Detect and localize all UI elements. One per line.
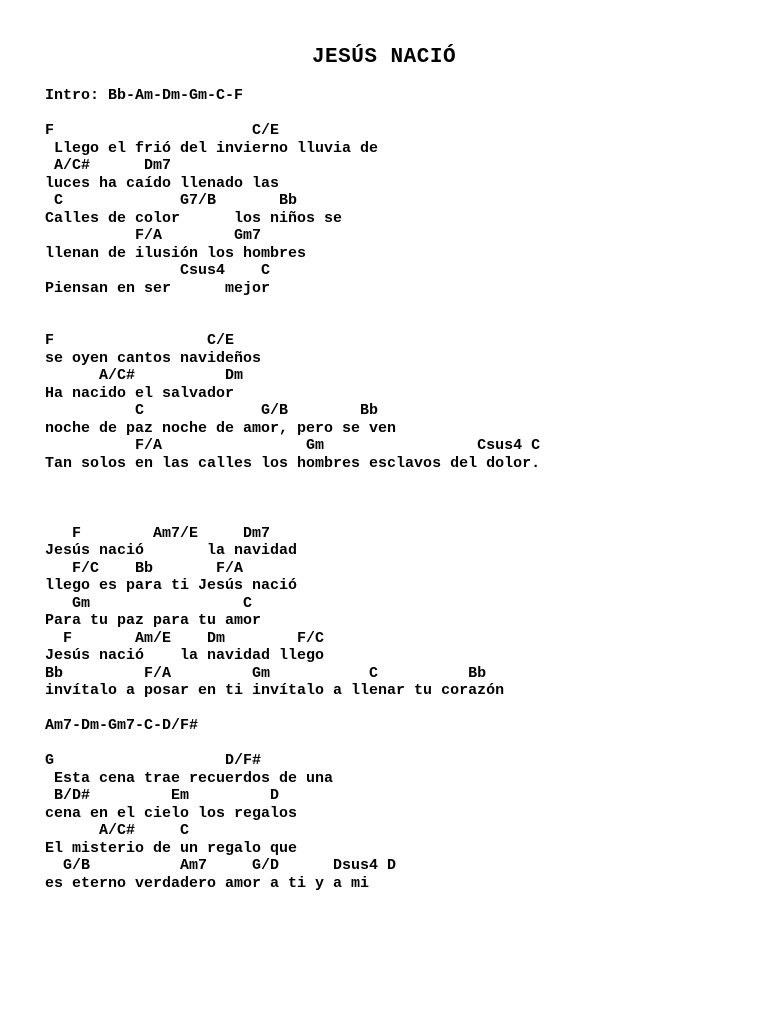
song-line: invítalo a posar en ti invítalo a llenar tu corazón <box>45 682 505 699</box>
song-line: F/A Gm Csus4 C <box>45 437 541 454</box>
blank-line <box>45 472 745 490</box>
song-line: Gm C <box>45 594 253 612</box>
song-line: F C/E <box>45 332 235 349</box>
song-line: Am7-Dm-Gm7-C-D/F# <box>45 717 199 734</box>
song-line: Ha nacido el salvador <box>45 384 235 402</box>
song-line: Esta cena trae recuerdos de una <box>45 769 334 787</box>
blank-line <box>45 700 745 718</box>
song-line: llego es para ti Jesús nació <box>45 577 298 594</box>
blank-line <box>45 105 745 123</box>
song-line: A/C# Dm <box>45 367 244 384</box>
song-line: Tan solos en las calles los hombres esclavos del dolor. <box>45 454 541 472</box>
song-line: Jesús nació la navidad llego <box>45 647 325 664</box>
song-line: Intro: Bb-Am-Dm-Gm-C-F <box>45 87 244 104</box>
song-line: luces ha caído llenado las <box>45 174 280 192</box>
blank-line <box>45 490 745 508</box>
song-line: Para tu paz para tu amor <box>45 612 262 629</box>
song-line: Jesús nació la navidad <box>45 542 298 559</box>
song-line: F/A Gm7 <box>45 227 262 244</box>
song-line: cena en el cielo los regalos <box>45 804 298 822</box>
song-line: es eterno verdadero amor a ti y a mi <box>45 874 370 892</box>
song-line: F Am/E Dm F/C <box>45 629 325 647</box>
song-line: Llego el frió del invierno lluvia de <box>45 139 379 157</box>
song-line: noche de paz noche de amor, pero se ven <box>45 419 397 437</box>
song-title: JESÚS NACIÓ <box>311 46 457 69</box>
blank-line <box>45 315 745 333</box>
song-line: C G/B Bb <box>45 402 379 419</box>
song-line: Csus4 C <box>45 262 271 279</box>
song-line: llenan de ilusión los hombres <box>45 244 307 262</box>
song-line: Calles de color los niños se <box>45 209 343 227</box>
song-line: Piensan en ser mejor <box>45 279 271 297</box>
blank-line <box>45 507 745 525</box>
song-body <box>45 87 745 892</box>
song-line: se oyen cantos navideños <box>45 349 262 367</box>
song-line: A/C# Dm7 <box>45 157 172 174</box>
song-line: F Am7/E Dm7 <box>45 524 271 542</box>
blank-line <box>45 735 745 753</box>
song-line: F C/E <box>45 122 280 139</box>
song-line: Bb F/A Gm C Bb <box>45 664 487 682</box>
song-line: El misterio de un regalo que <box>45 839 298 857</box>
song-line: F/C Bb F/A <box>45 559 244 577</box>
song-line: B/D# Em D <box>45 787 280 804</box>
song-line: A/C# C <box>45 822 190 839</box>
song-line: G D/F# <box>45 752 262 769</box>
song-line: G/B Am7 G/D Dsus4 D <box>45 857 397 874</box>
blank-line <box>45 297 745 315</box>
song-line: C G7/B Bb <box>45 192 298 209</box>
